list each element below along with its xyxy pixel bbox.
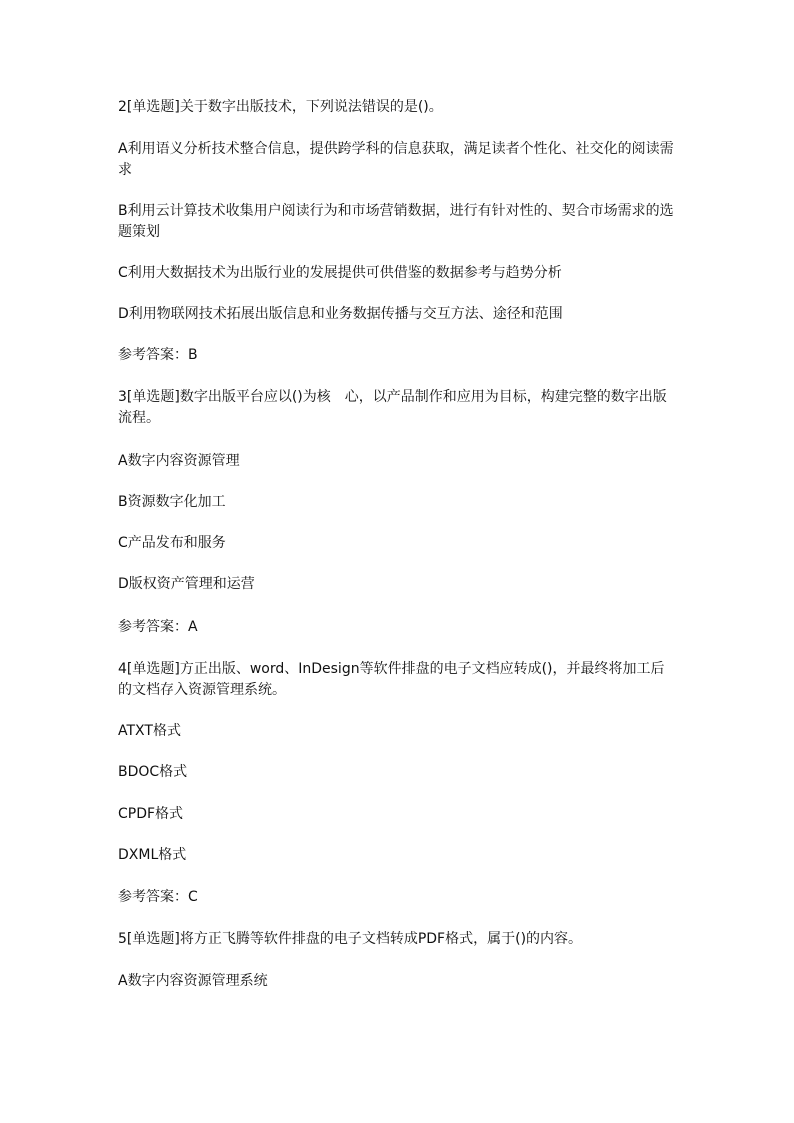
question-4-option-d: DXML格式 — [118, 847, 187, 863]
question-3-option-c: C产品发布和服务 — [118, 535, 226, 551]
question-5-option-a: A数字内容资源管理系统 — [118, 973, 268, 989]
question-2-option-c: C利用大数据技术为出版行业的发展提供可供借鉴的数据参考与趋势分析 — [118, 265, 562, 281]
question-3-option-b: B资源数字化加工 — [118, 494, 226, 510]
question-4-option-b: BDOC格式 — [118, 764, 188, 780]
question-2-option-b: B利用云计算技术收集用户阅读行为和市场营销数据，进行有针对性的、契合市场需求的选题策划 — [118, 203, 674, 240]
question-2-answer: 参考答案：B — [118, 347, 198, 363]
question-4-option-a: ATXT格式 — [118, 723, 181, 739]
question-3-stem: 3[单选题]数字出版平台应以()为核 心，以产品制作和应用为目标，构建完整的数字出版流程。 — [118, 389, 667, 426]
question-2-option-a: A利用语义分析技术整合信息，提供跨学科的信息获取，满足读者个性化、社交化的阅读需求 — [118, 141, 674, 178]
question-5-stem: 5[单选题]将方正飞腾等软件排盘的电子文档转成PDF格式，属于()的内容。 — [118, 931, 583, 947]
question-2-stem: 2[单选题]关于数字出版技术，下列说法错误的是()。 — [118, 99, 443, 115]
question-4-answer: 参考答案：C — [118, 889, 198, 905]
question-2-option-d: D利用物联网技术拓展出版信息和业务数据传播与交互方法、途径和范围 — [118, 306, 563, 322]
question-4-option-c: CPDF格式 — [118, 806, 184, 822]
question-4-stem: 4[单选题]方正出版、word、InDesign等软件排盘的电子文档应转成()，并最终将加工后的文档存入资源管理系统。 — [118, 661, 665, 698]
question-3-option-a: A数字内容资源管理 — [118, 453, 240, 469]
question-3-option-d: D版权资产管理和运营 — [118, 576, 255, 592]
question-3-answer: 参考答案：A — [118, 619, 198, 635]
